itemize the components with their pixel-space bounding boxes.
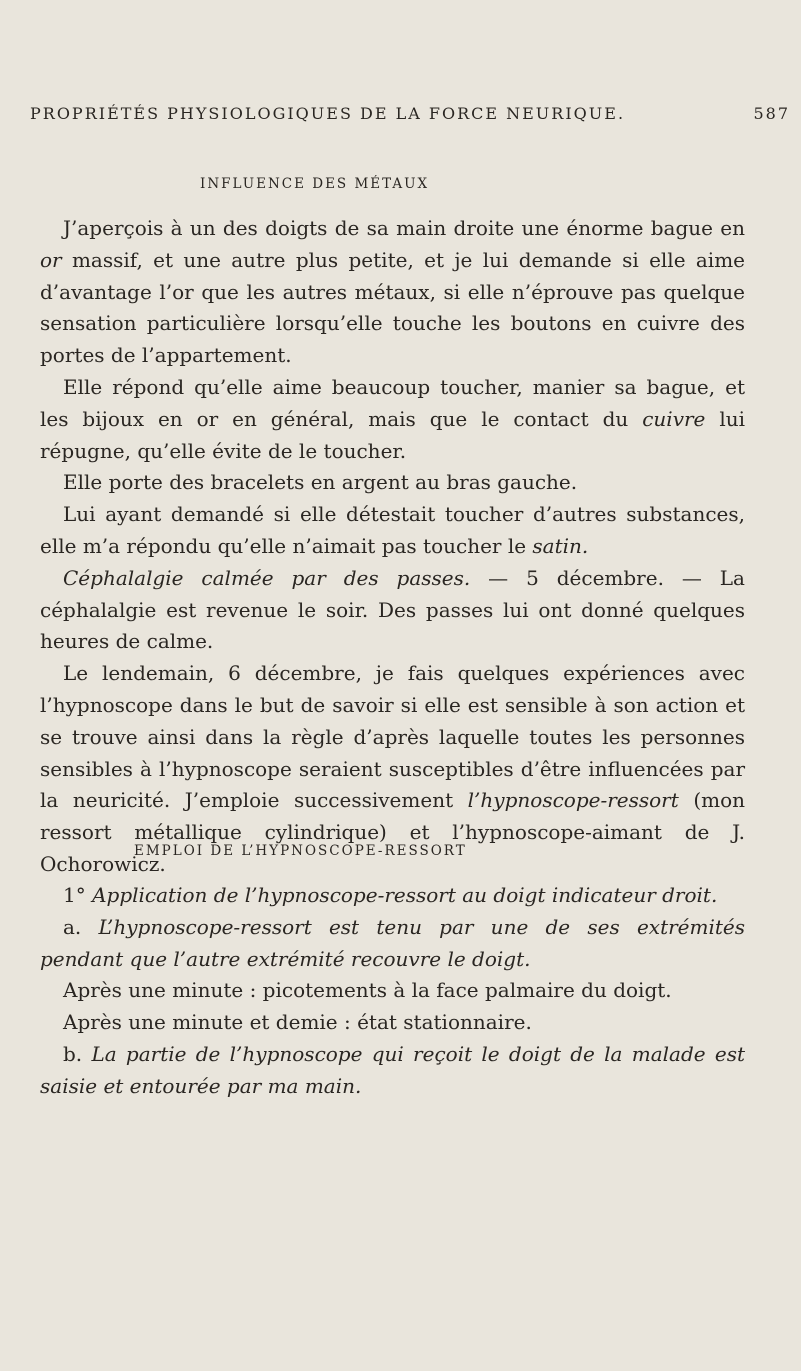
- page-number: 587: [753, 104, 790, 123]
- italic-term: satin.: [532, 533, 589, 558]
- paragraph: Après une minute et demie : état stationnaire.: [63, 1010, 532, 1035]
- paragraph: Après une minute : picotements à la face palmaire du doigt.: [63, 978, 672, 1003]
- paragraph: Elle répond qu’elle aime beaucoup toucher, manier sa bague, et les bijoux en or en général, mais que le contact du cuivre lui répugne, qu’elle évite de le toucher.: [40, 374, 746, 463]
- section-heading-ressort: EMPLOI DE L’HYPNOSCOPE-RESSORT: [134, 843, 467, 859]
- section-body-metaux: [40, 213, 745, 881]
- paragraph: b. La partie de l’hypnoscope qui reçoit le doigt de la malade est saisie et entourée par ma main.: [40, 1041, 745, 1098]
- paragraph: Elle porte des bracelets en argent au bras gauche.: [63, 470, 578, 495]
- paragraph: J’aperçois à un des doigts de sa main droite une énorme bague en or massif, et une autre plus petite, et je lui demande si elle aime d’avantage l’or que les autres métaux, si elle n’éprouve pas quelque sensation particulière lorsqu’elle touche les boutons en cuivre des portes de l’appartement.: [40, 216, 745, 368]
- paragraph: Céphalalgie calmée par des passes. — 5 décembre. — La céphalalgie est revenue le soir. Des passes lui ont donné quelques heures de calme.: [40, 565, 745, 654]
- paragraph: Lui ayant demandé si elle détestait toucher d’autres substances, elle m’a répondu qu’elle n’aimait pas toucher le satin.: [40, 502, 745, 558]
- paragraph: 1° Application de l’hypnoscope-ressort au doigt indicateur droit.: [63, 883, 718, 907]
- running-header: [30, 104, 790, 123]
- running-title: PROPRIÉTÉS PHYSIOLOGIQUES DE LA FORCE NEURIQUE.: [30, 104, 626, 123]
- paragraph: a. L’hypnoscope-ressort est tenu par une de ses extrémités pendant que l’autre extrémité recouvre le doigt.: [40, 914, 746, 971]
- section-body-ressort: [40, 880, 745, 1103]
- italic-term: cuivre: [642, 406, 706, 431]
- italic-term: l’hypnoscope-ressort: [467, 788, 679, 813]
- italic-subheading: Céphalalgie calmée par des passes.: [63, 565, 471, 590]
- paragraph: Le lendemain, 6 décembre, je fais quelques expériences avec l’hypnoscope dans le but de savoir si elle est sensible à son action et se trouve ainsi dans la règle d’après laquelle toutes les personnes sensibles à l’hypnoscope seraient susceptibles d’être influencées par la neuricité. J’emploie successivement l’hypnoscope-ressort (mon ressort métallique cylindrique) et l’hypnoscope-aimant de J. Ochorowicz.: [40, 661, 746, 876]
- section-heading-metaux: INFLUENCE DES MÉTAUX: [200, 176, 430, 192]
- italic-term: or: [40, 247, 62, 272]
